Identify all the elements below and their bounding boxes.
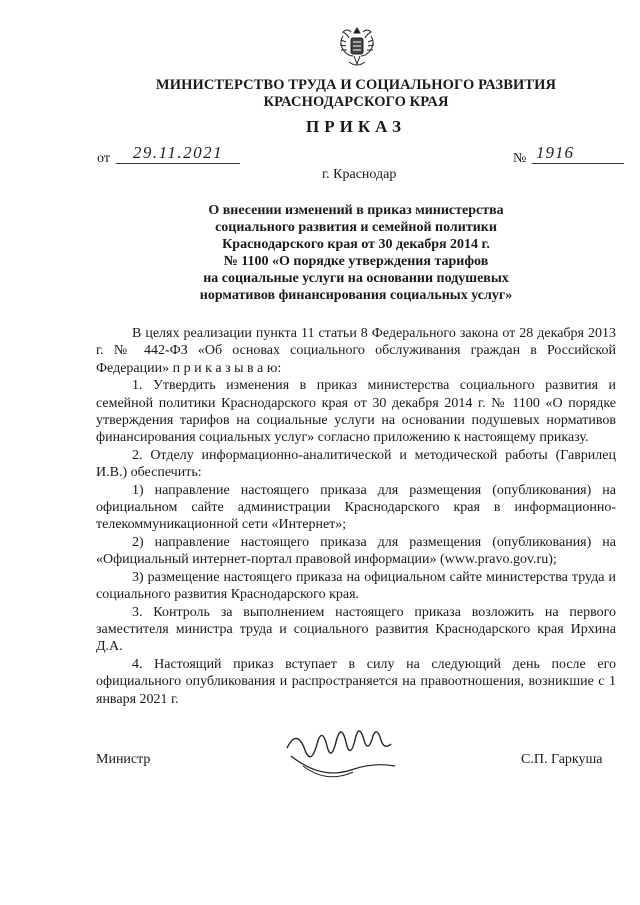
paragraph-item-1: 1. Утвердить изменения в приказ министерства социального развития и семейной политики Краснодарского края от 30 декабря 2014 г. № 1100 «О порядке утверждения тарифов на социальные услуги на основании подушевых нормативов финансирования социальных услуг» согласно приложению к настоящему приказу. — [96, 378, 616, 446]
ministry-line-2: КРАСНОДАРСКОГО КРАЯ — [263, 94, 449, 110]
document-subject — [150, 202, 562, 304]
paragraph-item-2: 2. Отделу информационно-аналитической и методической работы (Гаврилец И.В.) обеспечить: — [96, 447, 616, 481]
subject-line: № 1100 «О порядке утверждения тарифов — [223, 254, 489, 269]
ministry-line-1: МИНИСТЕРСТВО ТРУДА И СОЦИАЛЬНОГО РАЗВИТИЯ — [155, 77, 557, 93]
date-value: 29.11.2021 — [116, 143, 240, 164]
subject-line: Краснодарского края от 30 декабря 2014 г. — [222, 237, 490, 252]
handwritten-signature-icon — [283, 718, 403, 788]
subject-line: нормативов финансирования социальных услуг» — [199, 288, 513, 303]
subject-line: социального развития и семейной политики — [215, 220, 497, 235]
signer-name: С.П. Гаркуша — [521, 752, 603, 767]
subject-line: на социальные услуги на основании подушевых — [203, 271, 509, 286]
paragraph-preamble: В целях реализации пункта 11 статьи 8 Федерального закона от 28 декабря 2013 г. № 442-ФЗ «Об основах социального обслуживания граждан в Российской Федерации» п р и к а з ы в а ю: — [96, 326, 616, 376]
city: г. Краснодар — [322, 167, 397, 182]
number-label: № — [513, 151, 527, 166]
number-value: 1916 — [532, 143, 624, 164]
coat-of-arms-icon — [337, 24, 377, 70]
subject-line: О внесении изменений в приказ министерства — [208, 203, 504, 218]
paragraph-subitem-3: 3) размещение настоящего приказа на официальном сайте министерства труда и социального развития Краснодарского края. — [96, 569, 616, 603]
document-type: ПРИКАЗ — [306, 117, 406, 136]
paragraph-subitem-1: 1) направление настоящего приказа для размещения (опубликования) на официальном сайте администрации Краснодарского края в информационно-телекоммуникационной сети «Интернет»; — [96, 482, 616, 533]
date-label: от — [97, 151, 110, 166]
signer-title: Министр — [96, 752, 151, 767]
ministry-name — [0, 77, 640, 111]
paragraph-item-3: 3. Контроль за выполнением настоящего приказа возложить на первого заместителя министра труда и социального развития Краснодарского края Ирхина Д.А. — [96, 604, 616, 655]
document-body — [96, 325, 616, 708]
paragraph-subitem-2: 2) направление настоящего приказа для размещения (опубликования) на «Официальный интернет-портал правовой информации» (www.pravo.gov.ru); — [96, 534, 616, 568]
paragraph-item-4: 4. Настоящий приказ вступает в силу на следующий день после его официального опубликования и распространяется на правоотношения, возникшие с 1 января 2021 г. — [96, 656, 616, 707]
